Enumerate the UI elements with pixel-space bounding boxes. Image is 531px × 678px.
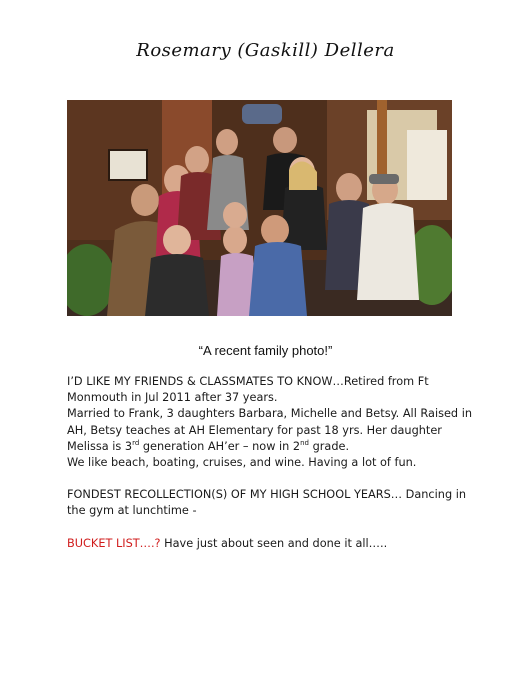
recollection-paragraph (67, 487, 477, 519)
know-line-3: We like beach, boating, cruises, and wine. Having a lot of fun. (67, 456, 417, 470)
know-label: I’D LIKE MY FRIENDS & CLASSMATES TO KNOW… (67, 375, 344, 388)
know-line-2b: generation AH’er – now in 2 (139, 439, 301, 453)
know-line-1: Retired from Ft Monmouth in Jul 2011 after 37 years. (67, 375, 429, 405)
family-photo (67, 100, 452, 316)
know-family (67, 406, 477, 455)
recollection-label: FONDEST RECOLLECTION(S) OF MY HIGH SCHOOL YEARS… (67, 488, 403, 502)
bucket-label: BUCKET LIST….? (67, 536, 161, 550)
know-line-2: Married to Frank, 3 daughters Barbara, Michelle and Betsy. All Raised in AH, Betsy teaches at AH Elementary for past 18 yrs. Her daughter Melissa is 3 (67, 407, 472, 453)
photo-caption: “A recent family photo!” (198, 343, 333, 358)
superscript-rd: rd (132, 439, 140, 448)
know-line-2c: grade. (309, 439, 350, 453)
spacer (67, 471, 477, 487)
know-paragraph (67, 374, 477, 406)
profile-text (67, 374, 477, 552)
spacer (67, 520, 477, 536)
recollection-text: Dancing in the gym at lunchtime - (67, 488, 467, 518)
bucket-text: Have just about seen and done it all….. (160, 536, 388, 550)
bucket-paragraph (67, 536, 477, 552)
superscript-nd: nd (300, 439, 309, 448)
page-title: Rosemary (Gaskill) Dellera (136, 40, 395, 61)
